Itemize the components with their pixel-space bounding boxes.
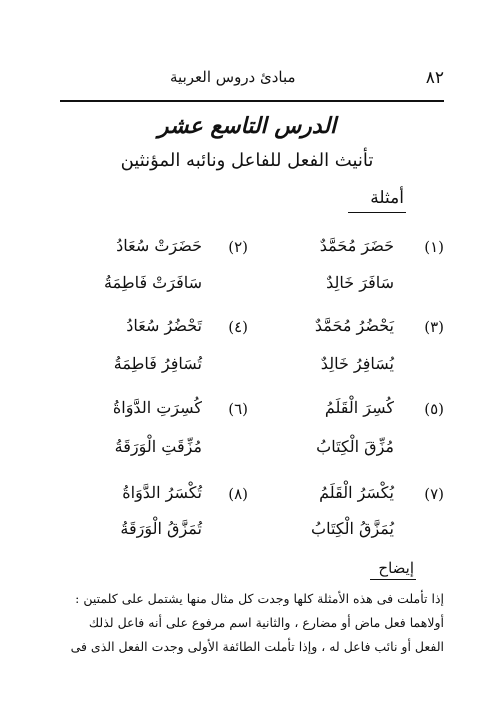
example-line: تَحْضُرُ سُعَادُ [126,316,202,335]
example-line: حَضَرَتْ سُعَادُ [116,236,202,255]
example-line: تُمَزَّقُ الْوَرَقَةُ [120,519,202,538]
header-rule [60,100,444,102]
example-number: (٦) [228,400,248,418]
example-line: حَضَرَ مُحَمَّدٌ [319,236,394,255]
example-line: سَافَرَتْ فَاطِمَةُ [104,273,202,292]
example-line: سَافَرَ خَالِدٌ [326,273,394,292]
body-paragraph-line: إذا تأملت فى هذه الأمثلة كلها وجدت كل مثال منها يشتمل على كلمتين : [75,591,444,606]
example-number: (٨) [228,485,248,503]
lesson-subtitle: تأنيث الفعل للفاعل ونائبه المؤنثين [120,150,374,171]
example-line: كُسِرَ الْقَلَمُ [324,398,394,417]
example-line: يُسَافِرُ خَالِدٌ [320,354,394,373]
example-number: (٣) [424,318,444,336]
example-line: مُزِّقَتِ الْوَرَقَةُ [114,437,202,456]
example-line: كُسِرَتِ الدَّوَاةُ [112,398,202,417]
example-number: (٥) [424,400,444,418]
example-line: يُكْسَرُ الْقَلَمُ [319,483,394,502]
example-number: (١) [424,238,444,256]
body-paragraph-line: أولاهما فعل ماض أو مضارع ، والثانية اسم مرفوع على أنه فاعل لذلك [88,615,444,630]
page-header [60,62,444,96]
page-number: ٨٢ [425,68,444,88]
examples-heading: أمثلة [370,188,404,208]
examples-heading-underline [348,212,406,213]
example-number: (٤) [228,318,248,336]
clarification-heading: إيضاح [378,559,414,577]
example-line: تُسَافِرُ فَاطِمَةُ [113,354,202,373]
example-number: (٢) [228,238,248,256]
clarification-heading-underline [370,579,416,580]
running-title: مبادئ دروس العربية [170,68,296,86]
example-number: (٧) [424,485,444,503]
lesson-title: الدرس التاسع عشر [157,113,337,139]
example-line: يُمَزَّقُ الْكِتَابُ [311,519,394,538]
example-line: مُزِّقَ الْكِتَابُ [316,437,394,456]
example-line: تُكْسَرُ الدَّوَاةُ [122,483,202,502]
example-line: يَحْضُرُ مُحَمَّدٌ [314,316,394,335]
body-paragraph-line: الفعل أو نائب فاعل له ، وإذا تأملت الطائفة الأولى وجدت الفعل الذى فى [70,639,444,654]
